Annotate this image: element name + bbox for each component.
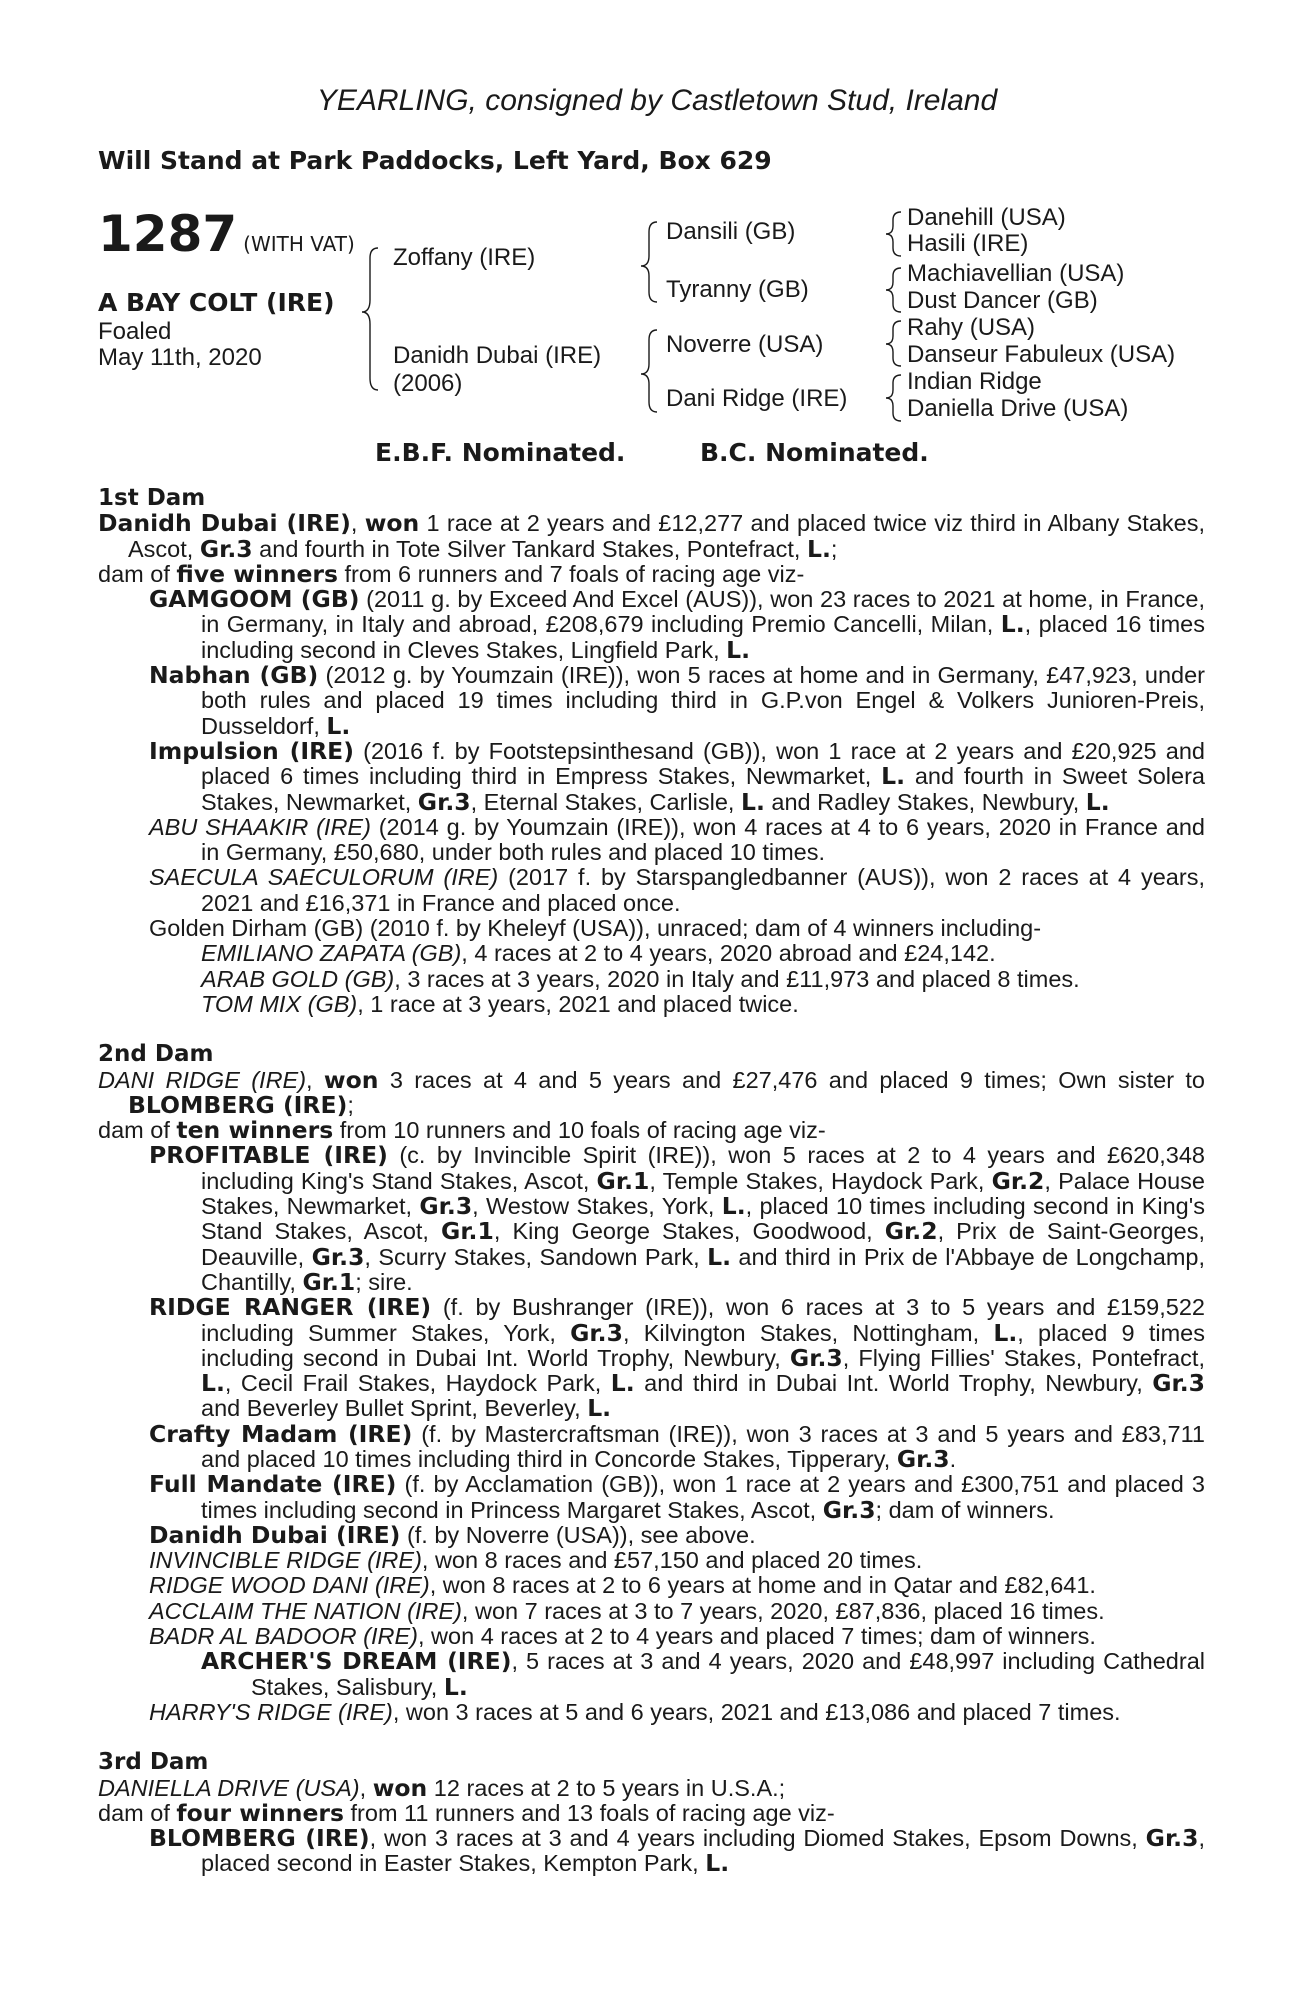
bold-text: ARCHER'S DREAM (IRE) [201,1647,512,1676]
entry-text: ; dam of winners. [875,1496,1055,1523]
ancestor-3: Machiavellian (USA) [907,260,1125,287]
bold-text: Full Mandate (IRE) [149,1470,397,1499]
pedigree-entry [98,663,1205,739]
ancestor-7: Indian Ridge [907,368,1042,395]
bold-text: L. [587,1394,612,1423]
entry-text: , Cecil Frail Stakes, Haydock Park, [224,1370,611,1397]
pedigree-entry [98,1419,1205,1473]
bold-text: L. [705,1849,730,1878]
bold-text: L. [806,534,831,563]
bold-text: Crafty Madam (IRE) [149,1419,413,1448]
entry-text: (2014 g. by Youmzain (IRE)), won 4 races at 4 to 6 years, 2020 in France and in Germany, £50,680, under both rules and placed 10 times. [201,813,1205,866]
entry-text: and third in Dubai Int. World Trophy, Newbury, [634,1370,1153,1397]
entry-text: (f. by Mastercraftsman (IRE)), won 3 races at 3 and 5 years and £83,711 and placed 10 times including third in Concorde Stakes, Tipperary, [201,1420,1205,1472]
italic-text: DANIELLA DRIVE (USA) [98,1774,360,1801]
italic-text: EMILIANO ZAPATA (GB) [201,940,462,967]
entry-text: ; [830,535,838,562]
entry-text: , won 3 races at 3 and 4 years including Diomed Stakes, Epsom Downs, [369,1825,1146,1852]
pedigree-entry [98,559,1205,588]
sire-dam: Tyranny (GB) [666,276,809,303]
italic-text: INVINCIBLE RIDGE (IRE) [149,1547,422,1574]
pedigree-entry [98,941,1205,966]
pedigree-entry [98,1143,1205,1295]
bold-text: BLOMBERG (IRE) [149,1824,370,1853]
italic-text: ABU SHAAKIR (IRE) [149,813,371,840]
bold-text: L. [707,1242,732,1271]
pedigree-entry [98,815,1205,866]
bold-text: L. [326,711,351,740]
entry-text: (f. by Acclamation (GB)), won 1 race at 2 years and £300,751 and placed 3 times including second in Princess Margaret Stakes, Ascot, [201,1471,1205,1523]
section-heading: 3rd Dam [98,1749,209,1776]
entry-text: , won 3 races at 5 and 6 years, 2021 and £13,086 and placed 7 times. [392,1698,1121,1725]
bold-text: Gr.2 [991,1166,1045,1195]
section-gap [98,1725,1205,1750]
pedigree-entry [98,1773,1205,1802]
entry-text: 12 races at 2 to 5 years in U.S.A.; [427,1774,786,1801]
italic-text: ARAB GOLD (GB) [201,965,395,992]
bold-text: PROFITABLE (IRE) [149,1141,388,1170]
bold-text: Gr.3 [419,1192,473,1221]
entry-text: , Eternal Stakes, Carlisle, [470,788,741,815]
pedigree-entry [98,1295,1205,1421]
foaled-label: Foaled [98,318,172,345]
pedigree-entry [98,1520,1205,1549]
entry-text: , Westow Stakes, York, [472,1193,722,1220]
entry-text: , placed 9 times including second in Dubai Int. World Trophy, Newbury, [201,1319,1205,1371]
bold-text: L. [1085,787,1110,816]
pedigree-entry [98,736,1205,816]
entry-text: (f. by Noverre (USA)), see above. [400,1521,756,1548]
entry-text: , [359,1774,373,1801]
bold-text: Gr.3 [570,1318,623,1347]
entry-text: (c. by Invincible Spirit (IRE)), won 5 races at 2 to 4 years and £620,348 including King's Stand Stakes, Ascot, [201,1142,1205,1194]
entry-text: (2017 f. by Starspangledbanner (AUS)), won 2 races at 4 years, 2021 and £16,371 in France and placed once. [201,864,1205,916]
bold-text: L. [726,635,751,664]
lot-number: 1287 [98,205,238,263]
bold-text: Impulsion (IRE) [149,736,354,765]
pedigree-entry [98,1826,1205,1877]
pedigree-entry [98,1798,1205,1827]
bold-text: L. [201,1369,225,1398]
entry-text: dam of [98,1799,177,1826]
entry-text: , 4 races at 2 to 4 years, 2020 abroad and £24,142. [461,940,996,967]
italic-text: HARRY'S RIDGE (IRE) [149,1698,393,1725]
bold-text: Danidh Dubai (IRE) [149,1520,401,1549]
bold-text: Gr.3 [896,1444,950,1473]
bold-text: L. [740,787,765,816]
entry-text: 1 race at 2 years and £12,277 and placed twice viz third in Albany Stakes, Ascot, [128,510,1205,562]
entry-text: , placed 16 times including second in Cleves Stakes, Lingfield Park, [201,611,1206,663]
bc-nomination: B.C. Nominated. [700,438,929,467]
bold-text: BLOMBERG (IRE) [128,1090,348,1119]
pedigree-entry [98,1118,1205,1143]
entry-text: and Radley Stakes, Newbury, [764,788,1086,815]
entry-text: , Prix de Saint-Georges, Deauville, [201,1218,1205,1270]
bold-text: ten winners [176,1116,334,1145]
entry-text: , 3 races at 3 years, 2020 in Italy and £11,973 and placed 8 times. [394,965,1080,992]
bold-text: Gr.3 [417,787,471,816]
section-gap [98,1017,1205,1042]
entry-text: , 1 race at 3 years, 2021 and placed twice. [357,990,799,1017]
bold-text: L. [1000,610,1025,639]
entry-text: , [306,1066,324,1093]
entry-text: , King George Stakes, Goodwood, [493,1218,885,1245]
catalogue-body [98,486,1205,1877]
entry-text: , Kilvington Stakes, Nottingham, [622,1319,994,1346]
pedigree-entry [98,511,1205,562]
pedigree-entry [98,1624,1205,1649]
consignment-title: YEARLING, consigned by Castletown Stud, Ireland [316,84,998,117]
bold-text: L. [610,1369,635,1398]
stand-location: Will Stand at Park Paddocks, Left Yard, Box 629 [98,146,772,175]
section-heading: 1st Dam [98,485,206,511]
entry-text: from 10 runners and 10 foals of racing age viz- [333,1117,826,1144]
bold-text: five winners [176,559,338,588]
bold-text: Gr.3 [1152,1369,1205,1398]
bold-text: Gr.2 [884,1217,938,1246]
section-heading: 2nd Dam [98,1041,214,1068]
bold-text: Nabhan (GB) [149,661,319,690]
italic-text: TOM MIX (GB) [201,990,358,1017]
entry-text: Golden Dirham (GB) (2010 f. by Kheleyf (USA)), unraced; dam of 4 winners including- [149,915,1042,942]
entry-text: (2016 f. by Footstepsinthesand (GB)), won 1 race at 2 years and £20,925 and placed 6 times including third in Empress Stakes, Newmarket, [201,737,1205,790]
entry-text: , won 4 races at 2 to 4 years and placed 7 times; dam of winners. [418,1623,1096,1650]
pedigree-entry [98,1472,1205,1523]
bold-text: won [364,509,420,538]
entry-text: , [350,510,365,537]
ebf-nomination: E.B.F. Nominated. [375,438,626,467]
ancestor-1: Danehill (USA) [907,204,1066,231]
bold-text: RIDGE RANGER (IRE) [149,1293,432,1322]
entry-text: and Beverley Bullet Sprint, Beverley, [201,1395,588,1422]
entry-text: and fourth in Sweet Solera Stakes, Newmarket, [201,763,1205,815]
pedigree-entry [98,587,1205,663]
ancestor-2: Hasili (IRE) [907,230,1029,257]
entry-text: (f. by Bushranger (IRE)), won 6 races at 3 to 5 years and £159,522 including Summer Stakes, York, [201,1294,1205,1346]
italic-text: RIDGE WOOD DANI (IRE) [149,1572,430,1599]
bold-text: Gr.1 [302,1267,356,1296]
entry-text: , won 8 races at 2 to 6 years at home and in Qatar and £82,641. [429,1572,1096,1599]
entry-text: ; sire. [355,1268,413,1295]
entry-text: (2012 g. by Youmzain (IRE)), won 5 races at home and in Germany, £47,923, under both rules and placed 19 times including third in G.P.von Engel & Volkers Junioren-Preis, Dusseldorf, [201,662,1206,739]
sire-sire: Dansili (GB) [666,218,796,245]
bold-text: L. [443,1672,468,1701]
entry-text: (2011 g. by Exceed And Excel (AUS)), won 23 races to 2021 at home, in France, in Germany, in Italy and abroad, £208,679 including Premio Cancelli, Milan, [201,586,1205,638]
entry-text: from 11 runners and 13 foals of racing age viz- [344,1799,835,1826]
bold-text: Gr.1 [441,1217,494,1246]
pedigree-entry [98,1548,1205,1573]
entry-text: , won 7 races at 3 to 7 years, 2020, £87,836, placed 16 times. [461,1597,1105,1624]
bold-text: Gr.1 [596,1166,650,1195]
italic-text: ACCLAIM THE NATION (IRE) [149,1597,462,1624]
pedigree-brackets [0,0,1314,440]
pedigree-entry [98,1599,1205,1624]
ancestor-5: Rahy (USA) [907,314,1036,341]
bold-text: won [372,1773,428,1802]
entry-text: and third in Prix de l'Abbaye de Longchamp, Chantilly, [201,1243,1205,1295]
bold-text: Gr.3 [311,1242,365,1271]
dam-year: (2006) [393,370,463,397]
bold-text: won [323,1065,379,1094]
sire: Zoffany (IRE) [393,244,536,271]
dam-sire: Noverre (USA) [666,331,824,358]
foaled-date: May 11th, 2020 [98,344,262,371]
bold-text: Gr.3 [789,1343,843,1372]
pedigree-entry [98,1649,1205,1700]
italic-text: BADR AL BADOOR (IRE) [149,1623,418,1650]
lot-title: A BAY COLT (IRE) [98,288,335,317]
entry-text: , 5 races at 3 and 4 years, 2020 and £48,997 including Cathedral Stakes, Salisbury, [251,1648,1205,1700]
pedigree-entry [98,1573,1205,1598]
ancestor-4: Dust Dancer (GB) [907,287,1098,314]
bold-text: Gr.3 [822,1495,876,1524]
entry-text: dam of [98,560,177,587]
pedigree-entry [98,865,1205,916]
entry-text: , Palace House Stakes, Newmarket, [201,1167,1206,1220]
bold-text: Gr.3 [199,534,253,563]
entry-text: , Flying Fillies' Stakes, Pontefract, [842,1344,1205,1371]
pedigree-entry [98,916,1205,941]
ancestor-6: Danseur Fabuleux (USA) [907,341,1176,368]
pedigree-entry [98,1700,1205,1725]
entry-text: ; [347,1091,354,1118]
entry-text: dam of [98,1117,177,1144]
entry-text: , won 8 races and £57,150 and placed 20 times. [421,1547,923,1574]
italic-text: SAECULA SAECULORUM (IRE) [149,864,499,891]
bold-text: Danidh Dubai (IRE) [98,509,351,538]
bold-text: Gr.3 [1145,1824,1199,1853]
dam: Danidh Dubai (IRE) [393,342,602,369]
entry-text: , Temple Stakes, Haydock Park, [649,1167,992,1194]
entry-text: and fourth in Tote Silver Tankard Stakes, Pontefract, [252,535,807,562]
entry-text: , placed second in Easter Stakes, Kempton Park, [201,1825,1205,1877]
bold-text: GAMGOOM (GB) [149,585,360,614]
pedigree-entry [98,1065,1205,1119]
entry-text: , placed 10 times including second in King's Stand Stakes, Ascot, [201,1193,1205,1245]
pedigree-entry [98,967,1205,992]
bold-text: L. [993,1318,1018,1347]
bold-text: L. [881,762,906,791]
bold-text: four winners [176,1798,344,1827]
entry-text: . [949,1445,957,1472]
italic-text: DANI RIDGE (IRE) [98,1066,307,1093]
dam-dam: Dani Ridge (IRE) [666,385,848,412]
ancestor-8: Daniella Drive (USA) [907,395,1129,422]
entry-text: , Scurry Stakes, Sandown Park, [364,1243,708,1270]
entry-text: 3 races at 4 and 5 years and £27,476 and placed 9 times; Own sister to [378,1066,1205,1093]
pedigree-entry [98,992,1205,1017]
entry-text: from 6 runners and 7 foals of racing age viz- [337,560,805,587]
vat-note: (WITH VAT) [243,232,355,256]
bold-text: L. [721,1192,746,1221]
